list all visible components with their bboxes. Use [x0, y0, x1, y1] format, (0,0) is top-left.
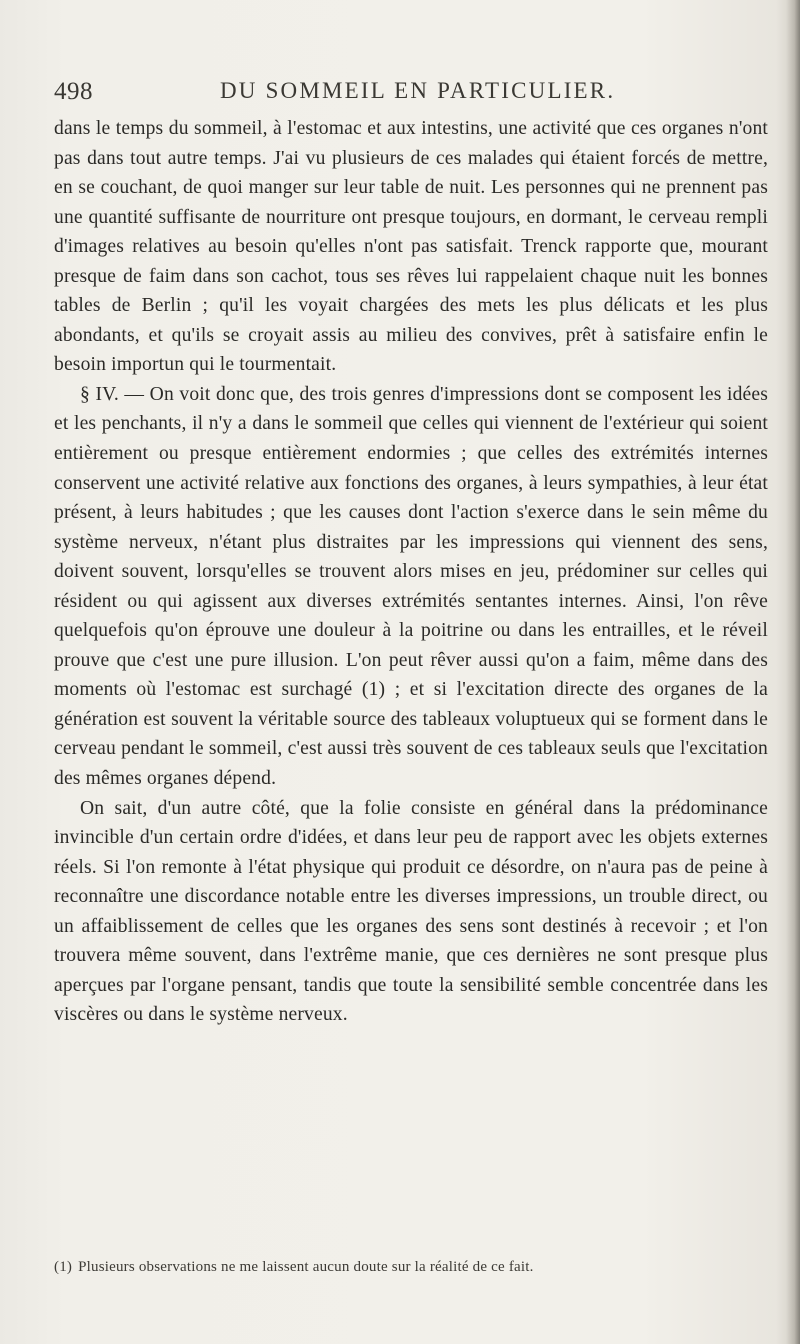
footnote-text: Plusieurs observations ne me laissent aucun doute sur la réalité de ce fait. [78, 1259, 534, 1275]
paragraph-2: § IV. — On voit donc que, des trois genres d'impressions dont se composent les idées et les penchants, il n'y a dans le sommeil que celles qui viennent de l'extérieur qui soient entièrement ou presque entièrement endormies ; que celles des extrémités internes conservent une activité relative aux fonctions des organes, à leurs sympathies, à leur état présent, à leurs habitudes ; que les causes dont l'action s'exerce dans le sein même du système nerveux, n'étant plus distraites par les impressions qui viennent des sens, doivent souvent, lorsqu'elles se trouvent alors mises en jeu, prédominer sur celles qui résident ou qui agissent aux diverses extrémités sentantes internes. Ainsi, l'on rêve quelquefois qu'on éprouve une douleur à la poitrine ou dans les entrailles, et le réveil prouve que c'est une pure illusion. L'on peut rêver aussi qu'on a faim, même dans des moments où l'estomac est surchagé (1) ; et si l'excitation directe des organes de la génération est souvent la véritable source des tableaux voluptueux qui se forment dans le cerveau pendant le sommeil, c'est aussi très souvent de ces tableaux seuls que l'excitation des mêmes organes dépend. [54, 383, 768, 790]
paragraph-1: dans le temps du sommeil, à l'estomac et aux intestins, une activité que ces organes n'ont pas dans tout autre temps. J'ai vu plusieurs de ces malades qui étaient forcés de mettre, en se couchant, de quoi manger sur leur table de nuit. Les personnes qui ne prennent pas une quantité suffisante de nourriture ont presque toujours, en dormant, le cerveau rempli d'images relatives au besoin qu'elles n'ont pas satisfait. Trenck rapporte que, mourant presque de faim dans son cachot, tous ses rêves lui rappelaient chaque nuit les bonnes tables de Berlin ; qu'il les voyait chargées des mets les plus délicats et les plus abondants, et qu'ils se croyait assis au milieu des convives, prêt à satisfaire enfin le besoin importun qui le tourmentait. [54, 118, 768, 376]
paragraph-3: On sait, d'un autre côté, que la folie consiste en général dans la prédominance invincible d'un certain ordre d'idées, et dans leur peu de rapport avec les objets externes réels. Si l'on remonte à l'état physique qui produit ce désordre, on n'aura pas de peine à reconnaître une discordance notable entre les diverses impressions, un trouble direct, ou un affaiblissement de celles que les organes des sens sont destinés à recevoir ; et l'on trouvera même souvent, dans l'extrême manie, que ces dernières ne sont presque plus aperçues par l'organe pensant, tandis que toute la sensibilité semble concentrée dans les viscères ou dans le système nerveux. [54, 797, 768, 1026]
page-edge-shadow [786, 0, 800, 1344]
page-header [54, 78, 774, 118]
footnote [54, 1256, 768, 1278]
body-text [54, 114, 768, 1030]
page-number: 498 [54, 78, 93, 105]
footnote-mark: (1) [54, 1259, 73, 1275]
running-title: DU SOMMEIL EN PARTICULIER. [220, 78, 616, 103]
